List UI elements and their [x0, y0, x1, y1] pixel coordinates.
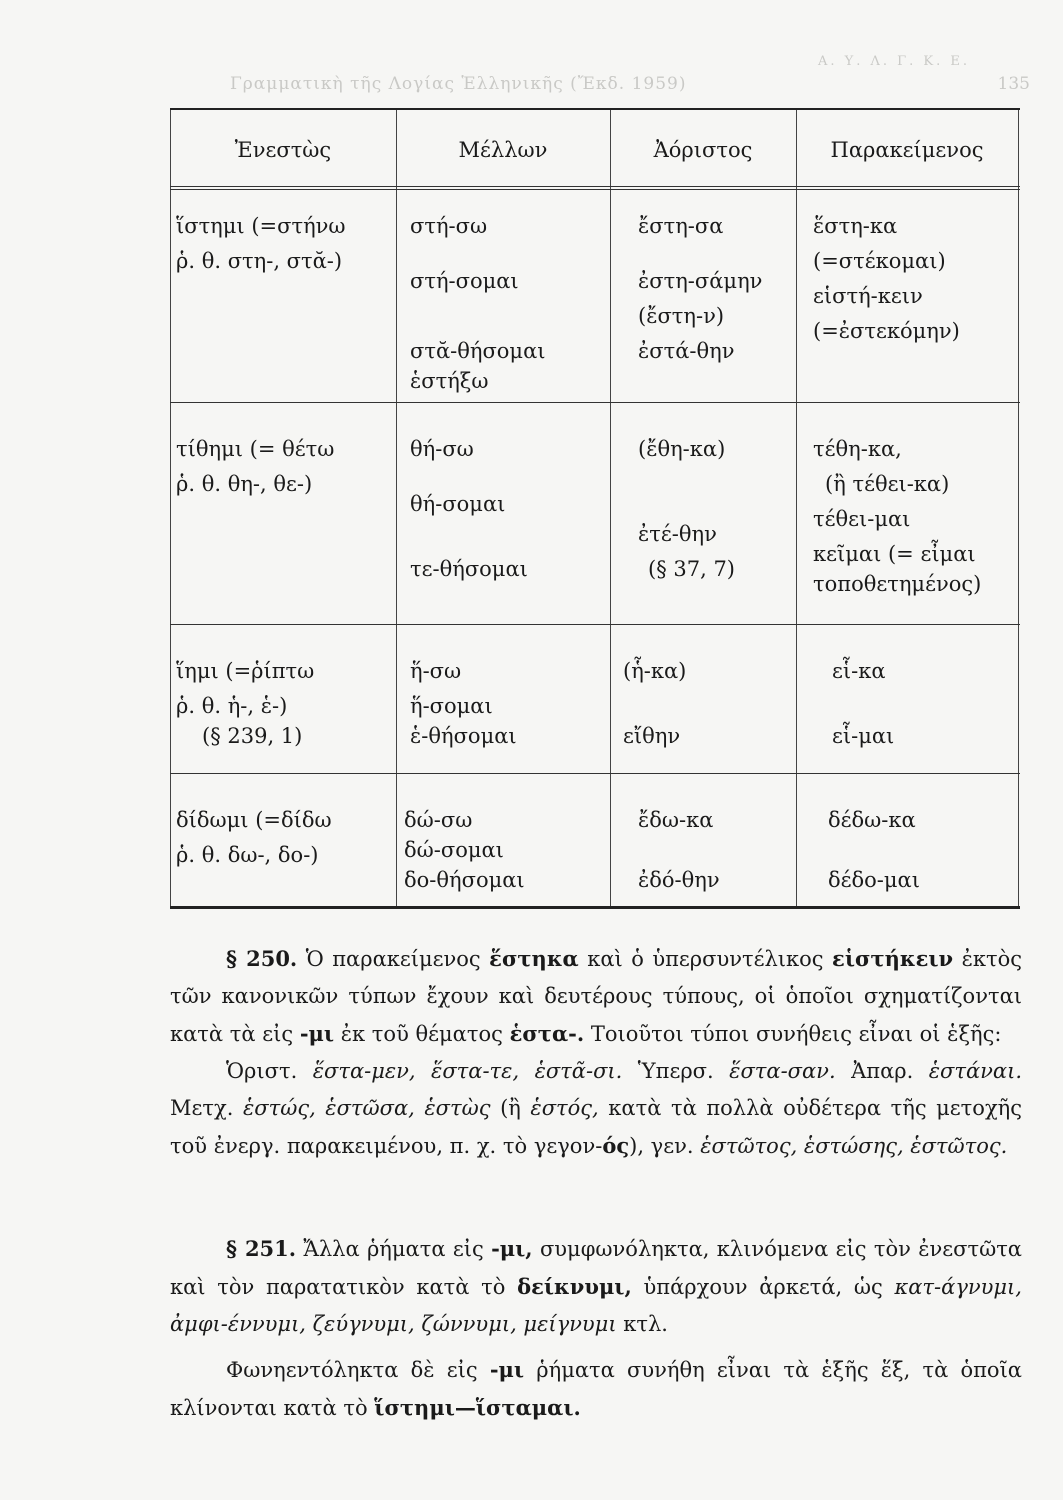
bleed-running-title: Γραμματικὴ τῆς Λογίας Ἑλληνικῆς (Ἔκδ. 1959) [230, 74, 687, 94]
bleed-through-header [170, 54, 1030, 110]
cell-future: στή-σομαι [410, 269, 519, 293]
paragraph-250-forms: Ὁριστ. ἕστα-μεν, ἕστα-τε, ἑστᾶ-σι. Ὑπερσ. ἕστα-σαν. Ἀπαρ. ἑστάναι. Μετχ. ἑστώς, ἑστῶσα, ἑστὼς (ἢ ἑστός, κατὰ τὰ πολλὰ οὐδέτερα τῆς μετοχῆς τοῦ ἐνεργ. παρακειμένου, π. χ. τὸ γεγον-ός), γεν. ἑστῶτος, ἑστώσης, ἑστῶτος. [170, 1059, 1023, 1158]
cell-perfect: δέδο-μαι [828, 868, 920, 892]
group-rule [170, 402, 1020, 403]
cell-perfect: ἕστη-κα [813, 214, 898, 238]
cell-perfect: κεῖμαι (= εἶμαι [813, 542, 976, 566]
cell-perfect: τοποθετημένος) [813, 572, 982, 596]
header-aorist: Ἀόριστος [653, 138, 753, 162]
table-col-divider [396, 110, 397, 906]
cell-aorist: (§ 37, 7) [648, 557, 735, 581]
cell-future: στᾰ-θήσομαι [410, 339, 546, 363]
cell-future: ἑ-θήσομαι [410, 724, 517, 748]
cell-future: στή-σω [410, 214, 488, 238]
cell-future: τε-θήσομαι [410, 557, 528, 581]
bleed-page-number: 135 [997, 74, 1030, 94]
cell-perfect: εἷ-κα [832, 659, 886, 683]
group-rule [170, 773, 1020, 774]
section-251 [170, 1230, 1022, 1427]
cell-perfect: εἷ-μαι [832, 724, 895, 748]
bold-term: εἱστήκειν [832, 946, 954, 971]
cell-present: (§ 239, 1) [202, 724, 303, 748]
bold-term: -μι [299, 1021, 335, 1046]
cell-future: θή-σω [410, 437, 474, 461]
cell-future: θή-σομαι [410, 492, 506, 516]
cell-perfect: τέθη-κα, [813, 437, 902, 461]
cell-present: τίθημι (= θέτω [176, 437, 335, 461]
cell-aorist: ἐτέ-θην [638, 522, 717, 546]
conjugation-table [170, 108, 1020, 909]
bold-term: ἵστημι—ἵσταμαι. [374, 1395, 581, 1420]
table-col-divider [610, 110, 611, 906]
header-rule [170, 186, 1020, 187]
cell-aorist: (ἧ-κα) [623, 659, 687, 683]
cell-present: ῥ. θ. θη-, θε-) [176, 472, 313, 496]
bold-term: ἕστηκα [489, 946, 579, 971]
cell-aorist: ἐστη-σάμην [638, 269, 763, 293]
paragraph-251-vowel: Φωνηεντόληκτα δὲ εἰς -μι ῥήματα συνήθη εἶναι τὰ ἑξῆς ἕξ, τὰ ὁποῖα κλίνονται κατὰ τὸ ἵστημι—ἵσταμαι. [170, 1357, 1022, 1420]
header-future: Μέλλων [458, 138, 548, 162]
cell-aorist: (ἔστη-ν) [638, 304, 725, 328]
header-perfect: Παρακείμενος [830, 138, 984, 162]
header-rule [170, 189, 1020, 190]
header-present: Ἐνεστὼς [234, 138, 332, 162]
bold-term: -μι [489, 1357, 525, 1382]
cell-aorist: ἔδω-κα [638, 808, 714, 832]
bleed-top-text: Α. Υ. Λ. Γ. Κ. Ε. [817, 54, 970, 69]
bold-term: -μι, [491, 1236, 533, 1261]
cell-present: ῥ. θ. ἡ-, ἑ-) [176, 694, 288, 718]
cell-perfect: (=ἐστεκόμην) [813, 319, 960, 343]
section-number: § 250. [226, 946, 298, 971]
cell-future: δώ-σομαι [404, 838, 504, 862]
table-left-border [170, 110, 171, 906]
cell-future: δώ-σω [404, 808, 473, 832]
cell-future: ἥ-σω [410, 659, 462, 683]
cell-aorist: ἐδό-θην [638, 868, 720, 892]
section-250 [170, 940, 1022, 1165]
table-right-border [1018, 110, 1019, 906]
cell-perfect: εἱστή-κειν [813, 284, 923, 308]
cell-present: ἵημι (=ῥίπτω [176, 659, 315, 683]
bold-term: δείκνυμι, [517, 1274, 632, 1299]
cell-present: ἵστημι (=στήνω [176, 214, 346, 238]
cell-perfect: τέθει-μαι [813, 507, 911, 531]
cell-present: δίδωμι (=δίδω [176, 808, 332, 832]
group-rule [170, 624, 1020, 625]
cell-aorist: ἔστη-σα [638, 214, 724, 238]
cell-perfect: δέδω-κα [828, 808, 916, 832]
cell-future: ἥ-σομαι [410, 694, 493, 718]
cell-future: δο-θήσομαι [404, 868, 525, 892]
cell-aorist: (ἔθη-κα) [638, 437, 726, 461]
cell-present: ῥ. θ. στη-, στᾰ-) [176, 249, 343, 273]
cell-perfect: (ἢ τέθει-κα) [825, 472, 950, 496]
bold-term: ἑστα-. [509, 1021, 585, 1046]
cell-aorist: εἴθην [623, 724, 681, 748]
table-col-divider [796, 110, 797, 906]
cell-aorist: ἐστά-θην [638, 339, 735, 363]
paragraph-251: § 251. Ἄλλα ῥήματα εἰς -μι, συμφωνόληκτα, κλινόμενα εἰς τὸν ἐνεστῶτα καὶ τὸν παρατατικὸν κατὰ τὸ δείκνυμι, ὑπάρχουν ἀρκετά, ὡς κατ-άγνυμι, ἀμφι-έννυμι, ζεύγνυμι, ζώννυμι, μείγνυμι κτλ. [170, 1236, 1022, 1336]
cell-future: ἑστήξω [410, 369, 489, 393]
section-number: § 251. [226, 1236, 297, 1261]
paragraph-250: § 250. Ὁ παρακείμενος ἕστηκα καὶ ὁ ὑπερσυντέλικος εἱστήκειν ἐκτὸς τῶν κανονικῶν τύπων ἔχουν καὶ δευτέρους τύπους, οἱ ὁποῖοι σχηματίζονται κατὰ τὰ εἰς -μι ἐκ τοῦ θέματος ἑστα-. Τοιοῦτοι τύποι συνήθεις εἶναι οἱ ἑξῆς: [170, 946, 1022, 1046]
cell-present: ῥ. θ. δω-, δο-) [176, 843, 319, 867]
cell-perfect: (=στέκομαι) [813, 249, 946, 273]
